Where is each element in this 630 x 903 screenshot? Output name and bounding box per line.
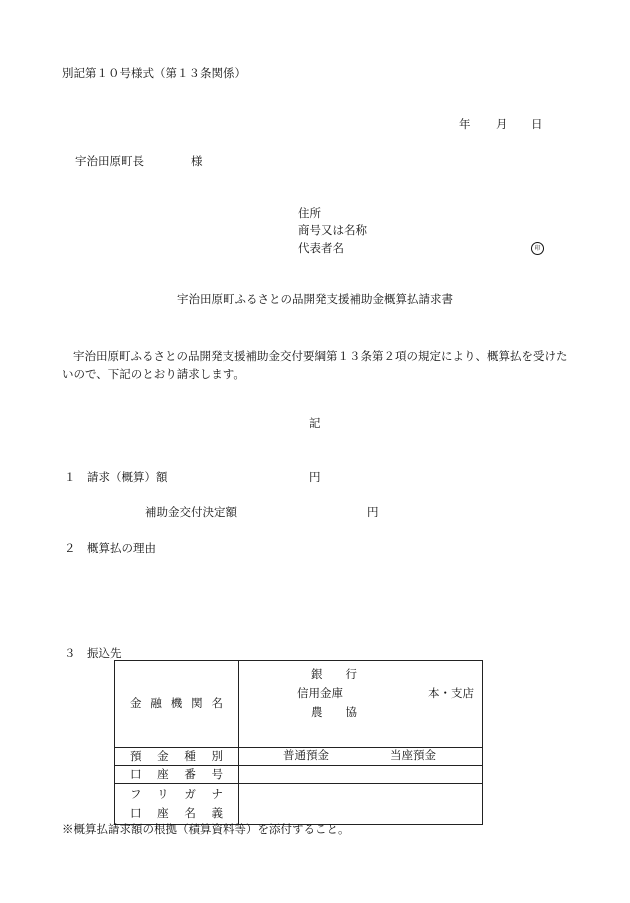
- deposit-type-label-char: 別: [211, 748, 223, 763]
- account-number-label-cell: [115, 766, 239, 784]
- account-number-label-char: 口: [130, 766, 142, 781]
- institution-noukyo-option: 農 協: [311, 705, 357, 719]
- deposit-futsu-option: 普通預金: [283, 748, 329, 762]
- form-number: 別記第１０号様式（第１３条関係）: [62, 66, 246, 80]
- date-year-label: 年: [459, 117, 471, 131]
- item3-label: ３ 振込先: [64, 646, 122, 660]
- bank-transfer-table: [114, 660, 483, 825]
- account-number-label-char: 号: [211, 766, 223, 781]
- item1-yen-unit: 円: [309, 470, 321, 484]
- item2-label: ２ 概算払の理由: [64, 541, 156, 555]
- account-holder-label-char: 口: [130, 806, 142, 820]
- institution-label-char: 関: [191, 696, 203, 711]
- account-number-label-char: 座: [157, 766, 169, 781]
- subsidy-decision-label: 補助金交付決定額: [145, 505, 237, 519]
- account-holder-label-char: 名: [184, 806, 196, 820]
- footnote: ※概算払請求額の根拠（積算資料等）を添付すること。: [62, 822, 350, 836]
- applicant-address-label: 住所: [298, 206, 321, 220]
- addressee-name: 宇治田原町長: [75, 154, 144, 168]
- item1-label: １ 請求（概算）額: [64, 470, 168, 484]
- institution-label-char: 名: [211, 696, 223, 711]
- addressee-honorific: 様: [191, 154, 203, 168]
- subsidy-yen-unit: 円: [367, 505, 379, 519]
- furigana-label-char: ナ: [211, 786, 223, 801]
- deposit-type-label-char: 金: [157, 748, 169, 763]
- furigana-label-char: ガ: [184, 786, 196, 801]
- institution-label-char: 金: [130, 696, 142, 711]
- ki-heading: 記: [309, 416, 321, 430]
- date-month-label: 月: [496, 117, 508, 131]
- institution-shinkin-option: 信用金庫: [297, 686, 343, 700]
- institution-bank-option: 銀 行: [311, 667, 357, 681]
- account-holder-label-char: 座: [157, 806, 169, 820]
- furigana-label-char: フ: [130, 786, 142, 801]
- deposit-type-label-char: 種: [184, 748, 196, 763]
- body-text: 宇治田原町ふるさとの品開発支援補助金交付要綱第１３条第２項の規定により、概算払を受けたいので、下記のとおり請求します。: [62, 349, 568, 381]
- account-holder-label-cell: [115, 784, 239, 825]
- institution-label-char: 機: [170, 696, 183, 711]
- date-day-label: 日: [531, 117, 543, 131]
- deposit-touza-option: 当座預金: [390, 748, 436, 762]
- account-number-label-char: 番: [184, 766, 196, 781]
- account-number-value-cell[interactable]: [239, 766, 483, 784]
- deposit-type-label-char: 預: [130, 748, 142, 763]
- account-holder-value-cell[interactable]: [239, 784, 483, 825]
- representative-label: 代表者名: [298, 241, 344, 255]
- deposit-type-label-cell: [115, 748, 239, 766]
- document-title: 宇治田原町ふるさとの品開発支援補助金概算払請求書: [177, 292, 453, 306]
- institution-label-cell: [115, 661, 239, 748]
- institution-value-cell[interactable]: [239, 661, 483, 748]
- account-holder-label-char: 義: [211, 806, 223, 820]
- applicant-name-label: 商号又は名称: [298, 223, 367, 237]
- institution-label-char: 融: [150, 696, 162, 711]
- seal-icon: 印: [531, 242, 544, 255]
- deposit-type-value-cell[interactable]: [239, 748, 483, 766]
- furigana-label-char: リ: [157, 786, 169, 801]
- branch-label: 本・支店: [428, 686, 474, 700]
